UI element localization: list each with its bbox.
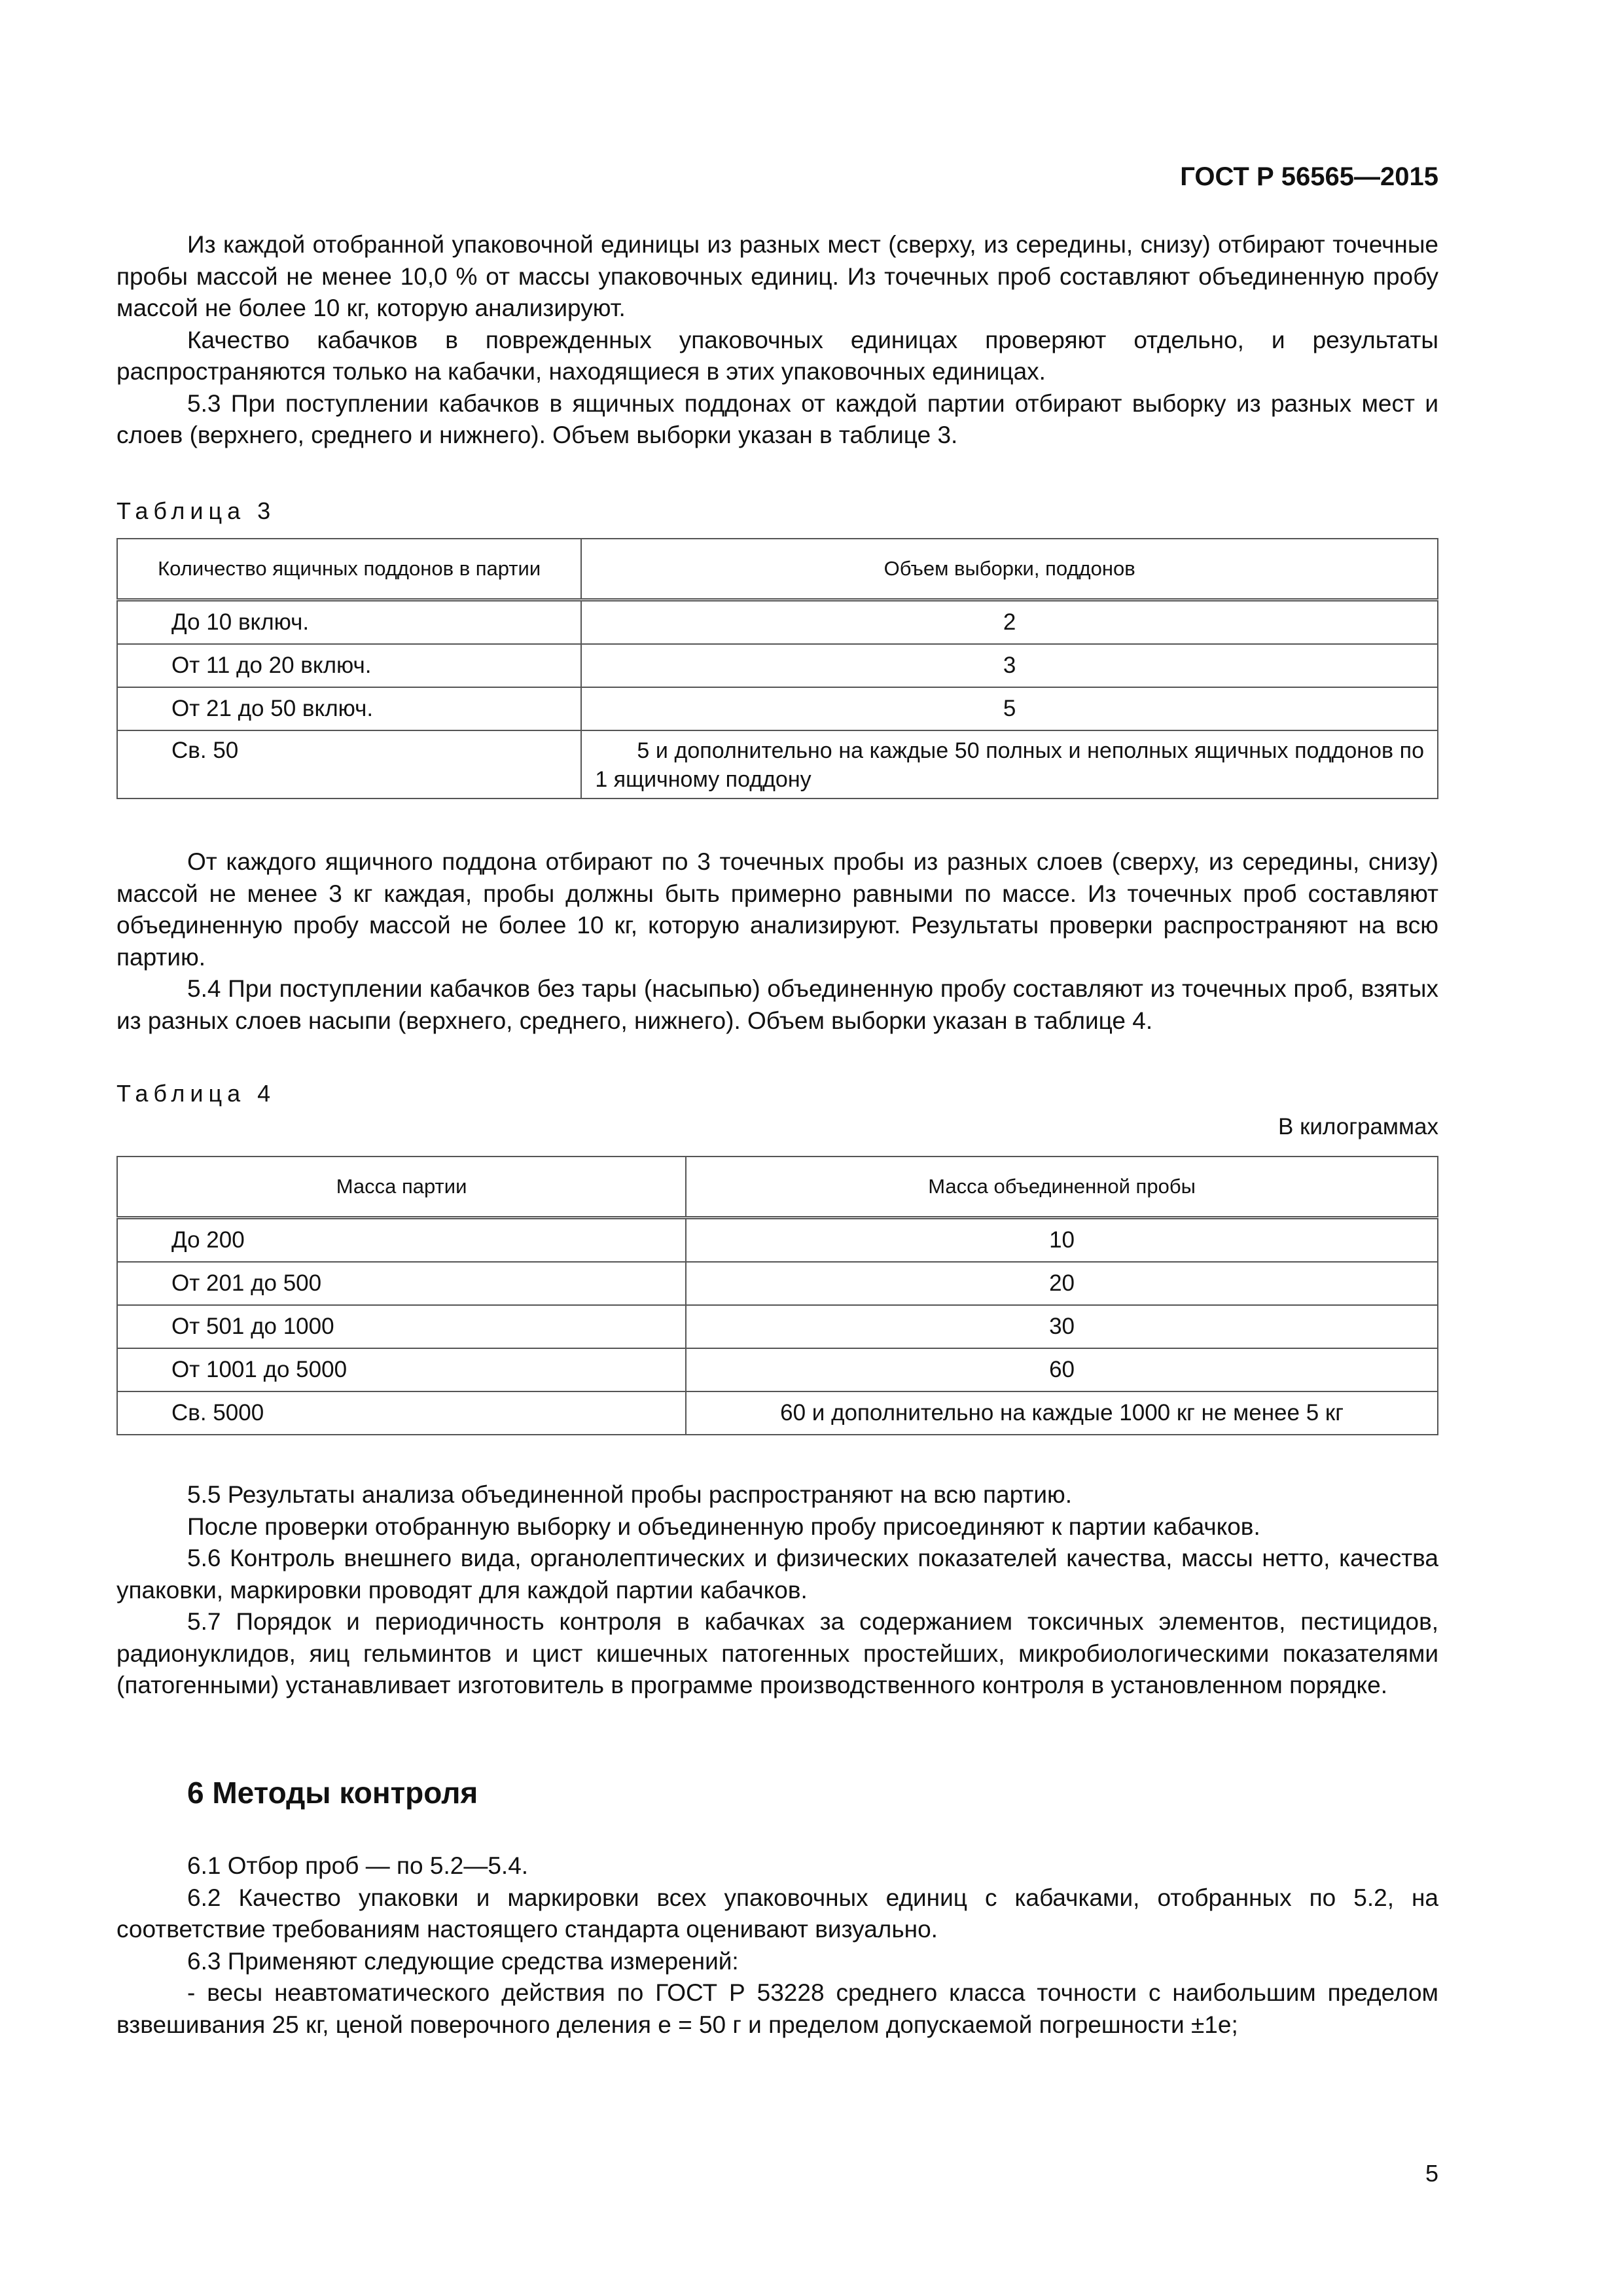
- table-row: [117, 687, 1438, 730]
- table-row: [117, 1391, 1438, 1435]
- table3-caption: Таблица 3: [116, 497, 276, 524]
- paragraph-block-2: [116, 846, 1438, 1037]
- table-row: [117, 644, 1438, 687]
- table-cell: 60: [686, 1348, 1438, 1391]
- paragraph-block-4: [116, 1850, 1438, 2041]
- table-cell: 20: [686, 1262, 1438, 1305]
- column-header: Масса партии: [117, 1157, 686, 1218]
- table-header-row: [117, 539, 1438, 600]
- table-cell: До 200: [117, 1218, 686, 1263]
- table4-caption: Таблица 4: [116, 1080, 276, 1107]
- table-row: [117, 600, 1438, 645]
- paragraph: Из каждой отобранной упаковочной единицы из разных мест (сверху, из середины, снизу) отбирают точечные пробы массой не менее 10,0 % от массы упаковочных единиц. Из точечных проб составляют объединенную пробу массой не более 10 кг, которую анализируют.: [116, 231, 1438, 321]
- list-item: - весы неавтоматического действия по ГОСТ Р 53228 среднего класса точности с наибольшим пределом взвешивания 25 кг, ценой поверочного деления е = 50 г и пределом допускаемой погрешности ±1е;: [116, 1979, 1438, 2038]
- paragraph-6-1: 6.1 Отбор проб — по 5.2—5.4.: [187, 1852, 529, 1879]
- table-cell: От 21 до 50 включ.: [117, 687, 581, 730]
- paragraph-5-6: 5.6 Контроль внешнего вида, органолептических и физических показателей качества, массы нетто, качества упаковки, маркировки проводят для каждой партии кабачков.: [116, 1545, 1438, 1604]
- table-cell: 5 и дополнительно на каждые 50 полных и неполных ящичных поддонов по 1 ящичному поддону: [581, 730, 1438, 798]
- paragraph-5-4: 5.4 При поступлении кабачков без тары (насыпью) объединенную пробу составляют из точечных проб, взятых из разных слоев насыпи (верхнего, среднего, нижнего). Объем выборки указан в таблице 4.: [116, 975, 1438, 1034]
- table-cell: От 201 до 500: [117, 1262, 686, 1305]
- table-cell: Св. 5000: [117, 1391, 686, 1435]
- table4: [116, 1156, 1438, 1435]
- table-row: [117, 730, 1438, 798]
- page-number: 5: [1425, 2160, 1438, 2187]
- column-header: Масса объединенной пробы: [686, 1157, 1438, 1218]
- table-cell: От 1001 до 5000: [117, 1348, 686, 1391]
- table-cell: Св. 50: [117, 730, 581, 798]
- section-heading: 6 Методы контроля: [187, 1776, 478, 1810]
- paragraph-block-1: [116, 229, 1438, 452]
- table-row: [117, 1348, 1438, 1391]
- table-row: [117, 1262, 1438, 1305]
- column-header: Количество ящичных поддонов в партии: [117, 539, 581, 600]
- paragraph-5-3: 5.3 При поступлении кабачков в ящичных поддонах от каждой партии отбирают выборку из разных мест и слоев (верхнего, среднего и нижнего). Объем выборки указан в таблице 3.: [116, 389, 1438, 448]
- table-cell: От 11 до 20 включ.: [117, 644, 581, 687]
- paragraph-5-5: 5.5 Результаты анализа объединенной пробы распространяют на всю партию.: [187, 1481, 1073, 1508]
- table4-units: В килограммах: [1278, 1114, 1438, 1139]
- paragraph: Качество кабачков в поврежденных упаковочных единицах проверяют отдельно, и результаты распространяются только на кабачки, находящиеся в этих упаковочных единицах.: [116, 326, 1438, 385]
- table-row: [117, 1218, 1438, 1263]
- table-cell: 10: [686, 1218, 1438, 1263]
- paragraph-6-3: 6.3 Применяют следующие средства измерений:: [187, 1947, 739, 1975]
- document-header: ГОСТ Р 56565—2015: [1180, 162, 1438, 191]
- table-header-row: [117, 1157, 1438, 1218]
- column-header: Объем выборки, поддонов: [581, 539, 1438, 600]
- table3: [116, 538, 1438, 799]
- paragraph: После проверки отобранную выборку и объединенную пробу присоединяют к партии кабачков.: [187, 1513, 1260, 1540]
- paragraph: От каждого ящичного поддона отбирают по 3 точечных пробы из разных слоев (сверху, из середины, снизу) массой не менее 3 кг каждая, пробы должны быть примерно равными по массе. Из точечных проб составляют объединенную пробу массой не более 10 кг, которую анализируют. Результаты проверки распространяют на всю партию.: [116, 848, 1438, 971]
- table-cell: До 10 включ.: [117, 600, 581, 645]
- table-cell: 5: [581, 687, 1438, 730]
- table-cell: 30: [686, 1305, 1438, 1348]
- paragraph-5-7: 5.7 Порядок и периодичность контроля в кабачках за содержанием токсичных элементов, пестицидов, радионуклидов, яиц гельминтов и цист кишечных патогенных простейших, микробиологическими показателями (патогенными) устанавливает изготовитель в программе производственного контроля в установленном порядке.: [116, 1608, 1438, 1698]
- table-row: [117, 1305, 1438, 1348]
- table-cell: От 501 до 1000: [117, 1305, 686, 1348]
- table-cell: 3: [581, 644, 1438, 687]
- table-cell: 60 и дополнительно на каждые 1000 кг не менее 5 кг: [686, 1391, 1438, 1435]
- paragraph-6-2: 6.2 Качество упаковки и маркировки всех упаковочных единиц с кабачками, отобранных по 5.2, на соответствие требованиям настоящего стандарта оценивают визуально.: [116, 1884, 1438, 1943]
- table-cell: 2: [581, 600, 1438, 645]
- paragraph-block-3: [116, 1479, 1438, 1702]
